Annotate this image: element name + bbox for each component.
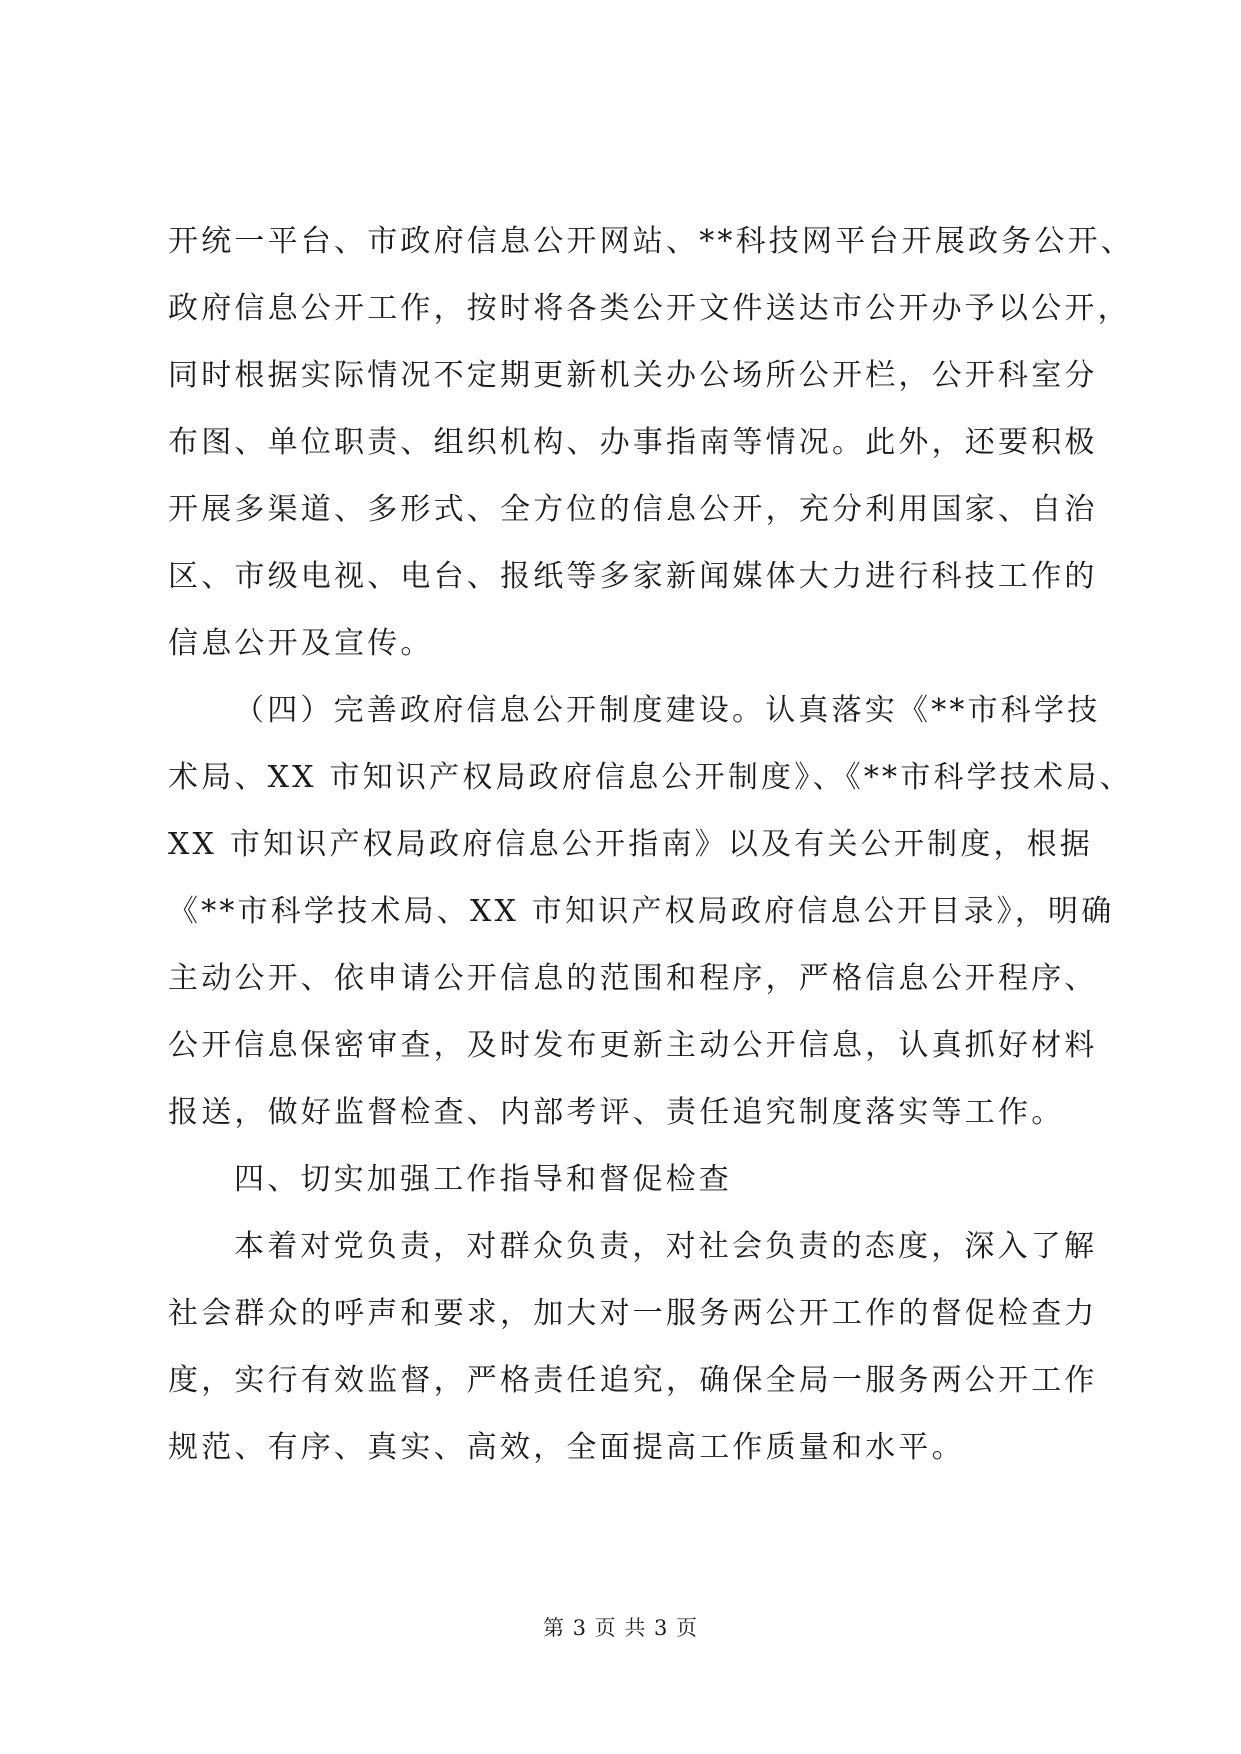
section-heading: 四、切实加强工作指导和督促检查: [234, 1162, 732, 1197]
paragraph-line: 布图、单位职责、组织机构、办事指南等情况。此外，还要积极: [168, 425, 1098, 460]
paragraph-line: XX 市知识产权局政府信息公开指南》以及有关公开制度，根据: [168, 827, 1094, 862]
paragraph-line: 社会群众的呼声和要求，加大对一服务两公开工作的督促检查力: [168, 1296, 1098, 1331]
paragraph-line: 政府信息公开工作，按时将各类公开文件送达市公开办予以公开，: [168, 291, 1131, 326]
paragraph-line: 信息公开及宣传。: [168, 626, 434, 661]
paragraph-line: 公开信息保密审查，及时发布更新主动公开信息，认真抓好材料: [168, 1028, 1098, 1063]
paragraph-line: 度，实行有效监督，严格责任追究，确保全局一服务两公开工作: [168, 1363, 1098, 1398]
paragraph-line: 同时根据实际情况不定期更新机关办公场所公开栏，公开科室分: [168, 358, 1098, 393]
paragraph-line: 主动公开、依申请公开信息的范围和程序，严格信息公开程序、: [168, 961, 1098, 996]
paragraph-line: 开展多渠道、多形式、全方位的信息公开，充分利用国家、自治: [168, 492, 1098, 527]
paragraph-line: （四）完善政府信息公开制度建设。认真落实《**市科学技: [234, 693, 1101, 728]
paragraph-line: 规范、有序、真实、高效，全面提高工作质量和水平。: [168, 1430, 965, 1465]
page-number-footer: 第 3 页 共 3 页: [542, 1616, 699, 1640]
paragraph-line: 开统一平台、市政府信息公开网站、**科技网平台开展政务公开、: [168, 224, 1134, 259]
paragraph-line: 区、市级电视、电台、报纸等多家新闻媒体大力进行科技工作的: [168, 559, 1098, 594]
document-body: [168, 208, 1134, 1481]
paragraph-line: 本着对党负责，对群众负责，对社会负责的态度，深入了解: [234, 1229, 1098, 1264]
paragraph-line: 术局、XX 市知识产权局政府信息公开制度》、《**市科学技术局、: [168, 760, 1133, 795]
paragraph-line: 《**市科学技术局、XX 市知识产权局政府信息公开目录》，明确: [168, 894, 1115, 929]
paragraph-line: 报送，做好监督检查、内部考评、责任追究制度落实等工作。: [168, 1095, 1065, 1130]
